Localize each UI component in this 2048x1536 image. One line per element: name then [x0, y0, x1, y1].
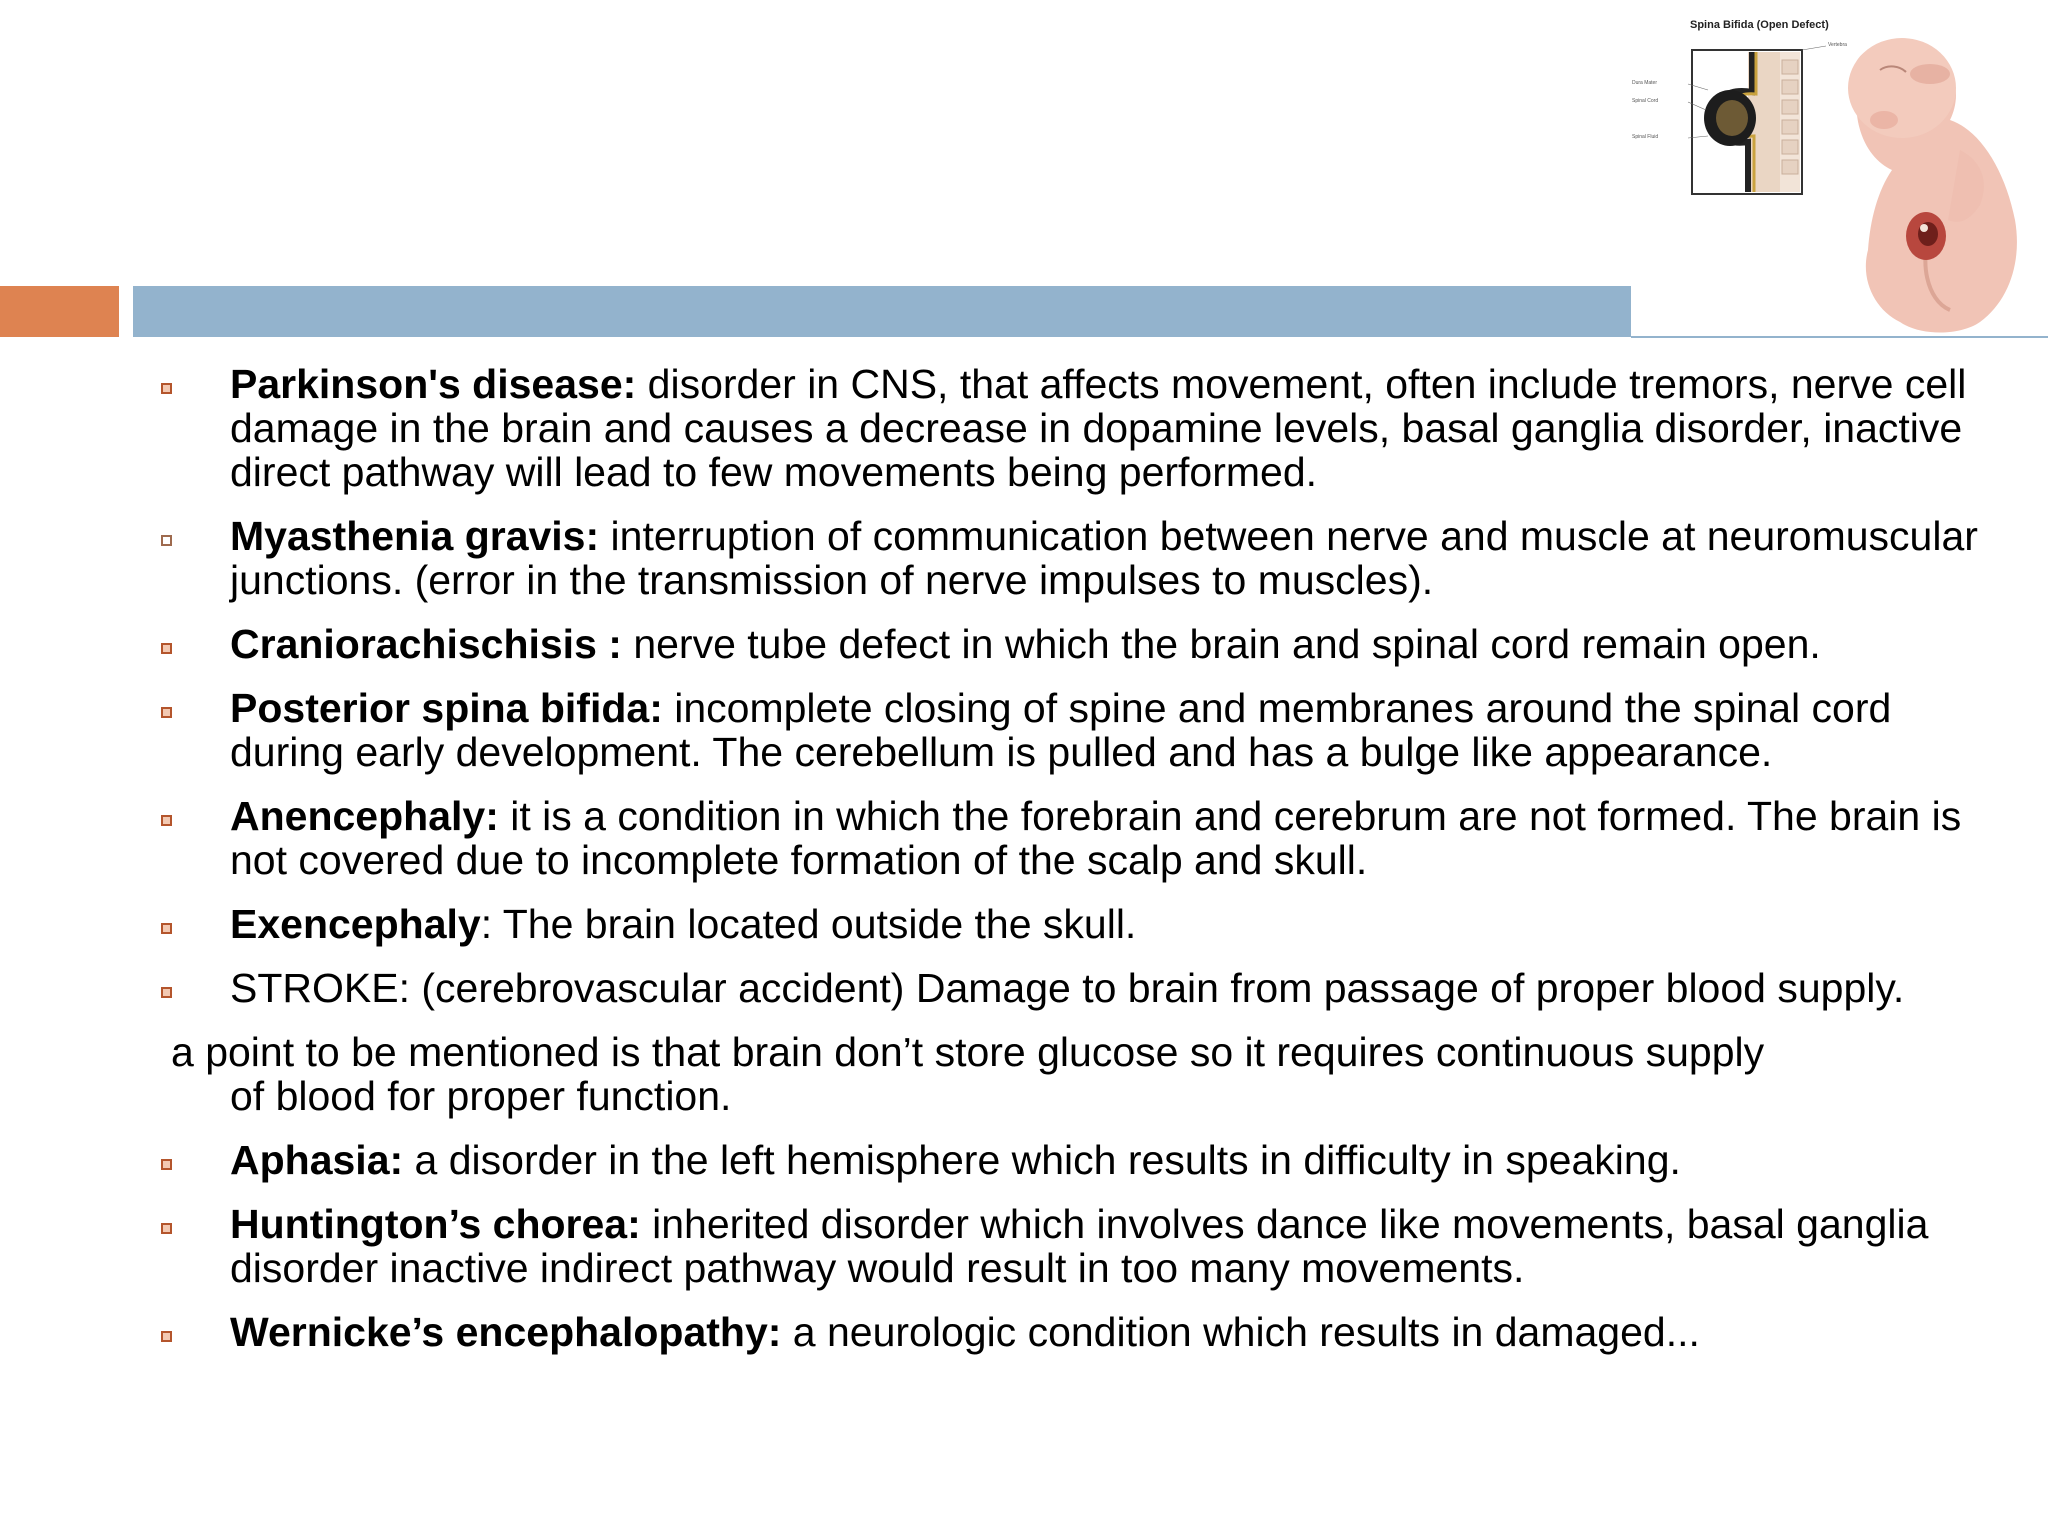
note-first-line: a point to be mentioned is that brain don’t store glucose so it requires continuous supply	[171, 1029, 1765, 1075]
bullet-icon	[161, 923, 172, 934]
header-accent-orange	[0, 286, 119, 337]
spina-bifida-illustration	[1630, 10, 2048, 340]
term: Parkinson's disease:	[230, 361, 637, 407]
description: STROKE: (cerebrovascular accident) Damage to brain from passage of proper blood supply.	[230, 965, 1905, 1011]
bullet-icon	[161, 987, 172, 998]
bullet-icon	[161, 643, 172, 654]
term: Craniorachischisis :	[230, 621, 622, 667]
description: interruption of communication between nerve and muscle at neuromuscular junctions. (error in the transmission of nerve impulses to muscles).	[230, 513, 1978, 603]
list-item	[0, 902, 2048, 946]
illustration-caption: Spina Bifida (Open Defect)	[1690, 19, 1829, 31]
term: Posterior spina bifida:	[230, 685, 663, 731]
term: Anencephaly:	[230, 793, 499, 839]
list-item	[0, 1202, 2048, 1290]
bullet-icon	[161, 535, 172, 546]
description: it is a condition in which the forebrain and cerebrum are not formed. The brain is not covered due to incomplete formation of the scalp and skull.	[230, 793, 1962, 883]
description: nerve tube defect in which the brain and spinal cord remain open.	[621, 621, 1821, 667]
label-fluid: Spinal Fluid	[1632, 134, 1659, 140]
term: Huntington’s chorea:	[230, 1201, 641, 1247]
list-item	[0, 794, 2048, 882]
note-paragraph	[0, 1030, 2048, 1118]
bullet-icon	[161, 815, 172, 826]
term: Myasthenia gravis:	[230, 513, 600, 559]
bullet-icon	[161, 707, 172, 718]
list-item	[0, 686, 2048, 774]
description: a disorder in the left hemisphere which results in difficulty in speaking.	[403, 1137, 1681, 1183]
description: incomplete closing of spine and membranes around the spinal cord during early development. The cerebellum is pulled and has a bulge like appearance.	[230, 685, 1892, 775]
baby-figure	[1848, 38, 2017, 333]
list-item	[0, 622, 2048, 666]
description: a neurologic condition which results in damaged...	[781, 1309, 1700, 1355]
bullet-icon	[161, 1223, 172, 1234]
term: Aphasia:	[230, 1137, 404, 1183]
label-dura: Dura Mater	[1632, 80, 1658, 86]
description: disorder in CNS, that affects movement, often include tremors, nerve cell damage in the brain and causes a decrease in dopamine levels, basal ganglia disorder, inactive direct pathway will lead to few movements being performed.	[230, 361, 1967, 495]
list-item	[0, 514, 2048, 602]
description: : The brain located outside the skull.	[480, 901, 1137, 947]
bullet-icon	[161, 1331, 172, 1342]
term: Wernicke’s encephalopathy:	[230, 1309, 782, 1355]
bullet-icon	[161, 1159, 172, 1170]
description: inherited disorder which involves dance like movements, basal ganglia disorder inactive indirect pathway would result in too many movements.	[230, 1201, 1929, 1291]
header-accent-blue	[133, 286, 1631, 337]
note-continuation: of blood for proper function.	[230, 1073, 732, 1119]
term: Exencephaly	[230, 901, 481, 947]
bullet-list	[0, 362, 2048, 1374]
list-item	[0, 1310, 2048, 1354]
bullet-icon	[161, 383, 172, 394]
list-item	[0, 966, 2048, 1010]
header-divider	[1631, 336, 2048, 338]
list-item	[0, 362, 2048, 494]
label-cord: Spinal Cord	[1632, 98, 1659, 104]
list-item	[0, 1138, 2048, 1182]
label-vertebra: Vertebra	[1828, 42, 1847, 48]
